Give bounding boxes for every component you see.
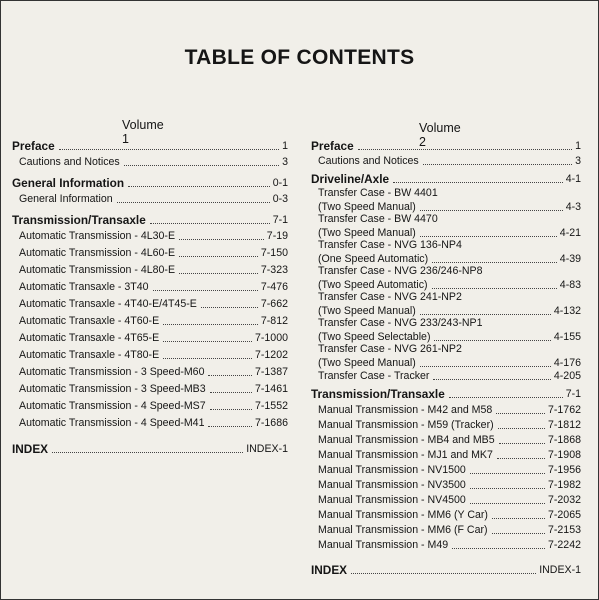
- toc-entry-v1-preface[interactable]: Preface 1: [12, 139, 288, 153]
- toc-entry-v2-nvg236[interactable]: (Two Speed Automatic) 4-83: [318, 279, 581, 291]
- toc-entry-v2-transmission-transaxle[interactable]: Transmission/Transaxle 7-1: [311, 387, 581, 401]
- toc-entry-v2-bw4401[interactable]: (Two Speed Manual) 4-3: [318, 201, 581, 213]
- toc-entry-v1-m60[interactable]: Automatic Transmission - 3 Speed-M60 7-1387: [19, 366, 288, 378]
- toc-entry-v2-nvg136-title: Transfer Case - NVG 136-NP4: [318, 239, 462, 251]
- toc-entry-v1-4l80e[interactable]: Automatic Transmission - 4L80-E 7-323: [19, 264, 288, 276]
- toc-entry-v2-bw4470[interactable]: (Two Speed Manual) 4-21: [318, 227, 581, 239]
- volume-1-heading: Volume 1: [122, 118, 164, 146]
- toc-entry-v2-m59[interactable]: Manual Transmission - M59 (Tracker) 7-1812: [318, 419, 581, 431]
- toc-entry-v1-general-information-sub[interactable]: General Information 0-3: [19, 193, 288, 205]
- toc-entry-v2-mm6-y[interactable]: Manual Transmission - MM6 (Y Car) 7-2065: [318, 509, 581, 521]
- toc-entry-v1-m41[interactable]: Automatic Transmission - 4 Speed-M41 7-1686: [19, 417, 288, 429]
- toc-entry-v2-mb4-mb5[interactable]: Manual Transmission - MB4 and MB5 7-1868: [318, 434, 581, 446]
- toc-entry-v1-4t60e[interactable]: Automatic Transaxle - 4T60-E 7-812: [19, 315, 288, 327]
- toc-entry-v2-mm6-f[interactable]: Manual Transmission - MM6 (F Car) 7-2153: [318, 524, 581, 536]
- toc-entry-v2-tracker[interactable]: Transfer Case - Tracker 4-205: [318, 370, 581, 382]
- toc-entry-v2-bw4470-title: Transfer Case - BW 4470: [318, 213, 438, 225]
- toc-entry-v2-nv3500[interactable]: Manual Transmission - NV3500 7-1982: [318, 479, 581, 491]
- toc-entry-v2-cautions[interactable]: Cautions and Notices 3: [318, 155, 581, 167]
- toc-entry-v2-m49[interactable]: Manual Transmission - M49 7-2242: [318, 539, 581, 551]
- toc-entry-v2-preface[interactable]: Preface 1: [311, 139, 581, 153]
- toc-entry-v2-nvg241[interactable]: (Two Speed Manual) 4-132: [318, 305, 581, 317]
- toc-entry-v1-transmission-transaxle[interactable]: Transmission/Transaxle 7-1: [12, 213, 288, 227]
- toc-entry-v2-nvg236-title: Transfer Case - NVG 236/246-NP8: [318, 265, 483, 277]
- toc-entry-v1-3t40[interactable]: Automatic Transaxle - 3T40 7-476: [19, 281, 288, 293]
- toc-entry-v1-4t40e[interactable]: Automatic Transaxle - 4T40-E/4T45-E 7-662: [19, 298, 288, 310]
- toc-entry-v1-mb3[interactable]: Automatic Transmission - 3 Speed-MB3 7-1461: [19, 383, 288, 395]
- toc-entry-v2-nv1500[interactable]: Manual Transmission - NV1500 7-1956: [318, 464, 581, 476]
- toc-entry-v2-bw4401-title: Transfer Case - BW 4401: [318, 187, 438, 199]
- toc-entry-v1-4t65e[interactable]: Automatic Transaxle - 4T65-E 7-1000: [19, 332, 288, 344]
- page-title: TABLE OF CONTENTS: [184, 46, 415, 69]
- toc-entry-v2-nvg241-title: Transfer Case - NVG 241-NP2: [318, 291, 462, 303]
- toc-entry-v2-nvg136[interactable]: (One Speed Automatic) 4-39: [318, 253, 581, 265]
- toc-entry-v2-nvg233[interactable]: (Two Speed Selectable) 4-155: [318, 331, 581, 343]
- toc-entry-v2-driveline-axle[interactable]: Driveline/Axle 4-1: [311, 172, 581, 186]
- toc-entry-v2-nv4500[interactable]: Manual Transmission - NV4500 7-2032: [318, 494, 581, 506]
- toc-entry-v1-general-information[interactable]: General Information 0-1: [12, 176, 288, 190]
- toc-entry-v1-cautions[interactable]: Cautions and Notices 3: [19, 156, 288, 168]
- toc-entry-v2-nvg261[interactable]: (Two Speed Manual) 4-176: [318, 357, 581, 369]
- toc-entry-v1-index[interactable]: INDEX INDEX-1: [12, 442, 288, 456]
- toc-entry-v1-4l60e[interactable]: Automatic Transmission - 4L60-E 7-150: [19, 247, 288, 259]
- toc-entry-v2-mj1-mk7[interactable]: Manual Transmission - MJ1 and MK7 7-1908: [318, 449, 581, 461]
- toc-entry-v1-4t80e[interactable]: Automatic Transaxle - 4T80-E 7-1202: [19, 349, 288, 361]
- volume-2-heading: Volume 2: [419, 121, 461, 149]
- toc-entry-v2-index[interactable]: INDEX INDEX-1: [311, 563, 581, 577]
- toc-entry-v1-4l30e[interactable]: Automatic Transmission - 4L30-E 7-19: [19, 230, 288, 242]
- toc-entry-v1-ms7[interactable]: Automatic Transmission - 4 Speed-MS7 7-1552: [19, 400, 288, 412]
- toc-entry-v2-nvg261-title: Transfer Case - NVG 261-NP2: [318, 343, 462, 355]
- toc-entry-v2-m42-m58[interactable]: Manual Transmission - M42 and M58 7-1762: [318, 404, 581, 416]
- toc-entry-v2-nvg233-title: Transfer Case - NVG 233/243-NP1: [318, 317, 483, 329]
